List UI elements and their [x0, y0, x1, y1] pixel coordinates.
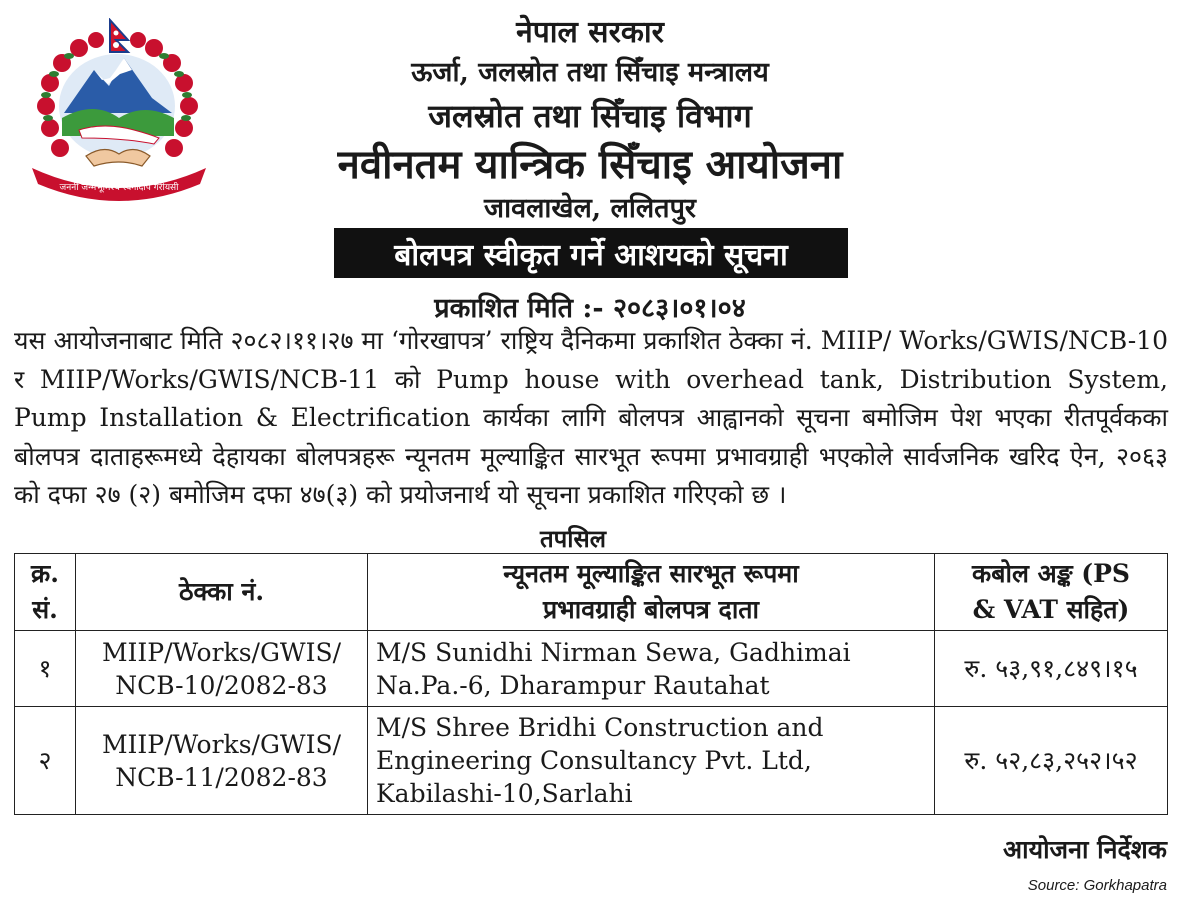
- header-contract-number: ठेक्का नं.: [76, 554, 368, 631]
- header-bidder: [368, 554, 935, 631]
- row-serial-number: २: [15, 707, 76, 815]
- ministry-name: ऊर्जा, जलस्रोत तथा सिँचाइ मन्त्रालय: [411, 57, 769, 88]
- row-bidder-line2: Engineering Consultancy Pvt. Ltd,: [376, 746, 812, 775]
- row-bidder-line2: Na.Pa.-6, Dharampur Rautahat: [376, 670, 770, 700]
- row-bidder: [368, 631, 935, 707]
- row-contract-line1: MIIP/Works/GWIS/: [101, 637, 342, 667]
- row-bidder-line1: M/S Shree Bridhi Construction and: [376, 713, 824, 742]
- project-location: जावलाखेल, ललितपुर: [484, 193, 696, 224]
- header-bidder-line1: न्यूनतम मूल्याङ्कित सारभूत रूपमा: [503, 559, 799, 588]
- row-contract-line2: NCB-11/2082-83: [115, 762, 328, 792]
- project-name: नवीनतम यान्त्रिक सिँचाइ आयोजना: [337, 142, 843, 188]
- header-amount-line2: & VAT सहित): [972, 595, 1130, 624]
- row-contract-line1: MIIP/Works/GWIS/: [101, 729, 342, 759]
- row-amount: रु. ५३,९१,८४९।१५: [935, 631, 1168, 707]
- row-bidder-line3: Kabilashi-10,Sarlahi: [376, 779, 633, 808]
- row-contract-line2: NCB-10/2082-83: [115, 670, 328, 700]
- source-credit: Source: Gorkhapatra: [1027, 877, 1167, 894]
- notice-title-text: बोलपत्र स्वीकृत गर्ने आशयको सूचना: [394, 237, 788, 273]
- published-date: प्रकाशित मिति :- २०८३।०१।०४: [434, 293, 746, 324]
- row-contract-number: [76, 631, 368, 707]
- header-serial-number: [15, 554, 76, 631]
- nepal-emblem-icon: [24, 18, 214, 203]
- header-amount: [935, 554, 1168, 631]
- header-amount-line1: कबोल अङ्क (PS: [972, 559, 1130, 588]
- notice-title: [334, 228, 848, 278]
- emblem-motto: जननी जन्मभूमिश्च स्वर्गादपि गरीयसी: [59, 183, 179, 193]
- table-caption: तपसिल: [540, 524, 607, 553]
- table-row: [15, 631, 1168, 707]
- row-serial-number: १: [15, 631, 76, 707]
- table-header-row: [15, 554, 1168, 631]
- row-bidder-line1: M/S Sunidhi Nirman Sewa, Gadhimai: [376, 637, 851, 667]
- header-serial-line1: क्र.: [31, 559, 59, 588]
- notice-body: यस आयोजनाबाट मिति २०८२।११।२७ मा ‘गोरखापत्र’ राष्ट्रिय दैनिकमा प्रकाशित ठेक्का नं. MIIP/ Works/GWIS/NCB-10 र MIIP/Works/GWIS/NCB-11 को Pump house with overhead tank, Distribution System, Pump Installation & Electrification कार्यका लागि बोलपत्र आह्वानको सूचना बमोजिम पेश भएका रीतपूर्वकका बोलपत्र दाताहरूमध्ये देहायका बोलपत्रहरू न्यूनतम मूल्याङ्कित सारभूत रूपमा प्रभावग्राही भएकोले सार्वजनिक खरिद ऐन, २०६३ को दफा २७ (२) बमोजिम दफा ४७(३) को प्रयोजनार्थ यो सूचना प्रकाशित गरिएको छ ।: [14, 326, 1168, 509]
- signatory: आयोजना निर्देशक: [1003, 835, 1167, 864]
- header-serial-line2: सं.: [32, 595, 58, 624]
- bidders-table: [14, 553, 1168, 815]
- row-amount: रु. ५२,८३,२५२।५२: [935, 707, 1168, 815]
- row-bidder: [368, 707, 935, 815]
- department-name: जलस्रोत तथा सिँचाइ विभाग: [428, 97, 752, 135]
- header-bidder-line2: प्रभावग्राही बोलपत्र दाता: [542, 595, 760, 624]
- row-contract-number: [76, 707, 368, 815]
- table-row: [15, 707, 1168, 815]
- government-name: नेपाल सरकार: [516, 15, 664, 50]
- nepal-flag-icon: [110, 20, 128, 52]
